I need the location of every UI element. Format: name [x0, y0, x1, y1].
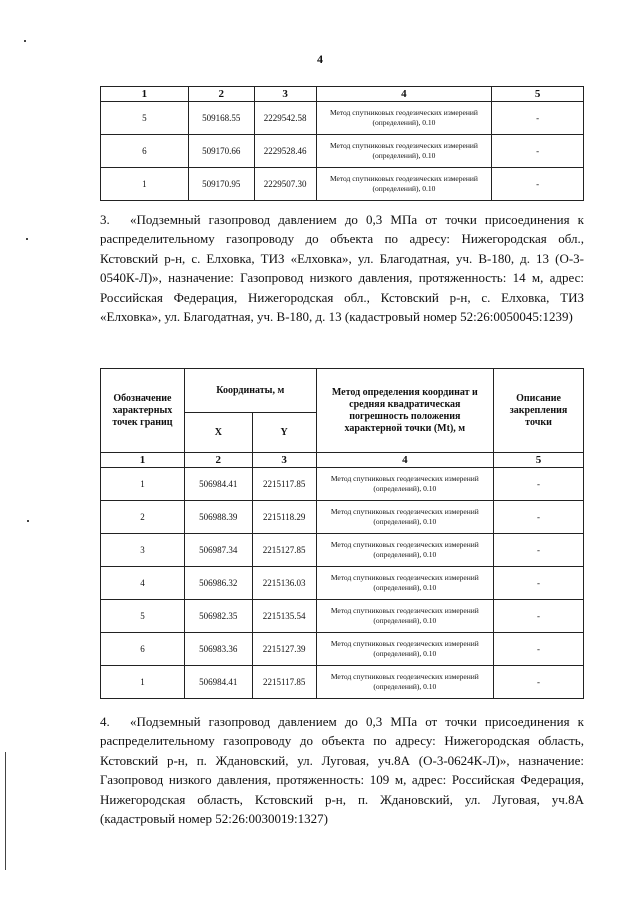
fix-cell: -	[494, 534, 584, 567]
y-cell: 2229542.58	[254, 102, 316, 135]
scan-mark	[27, 520, 29, 522]
y-cell: 2215117.85	[252, 666, 316, 699]
x-cell: 509168.55	[188, 102, 254, 135]
scan-binding-line	[5, 752, 6, 870]
point-cell: 2	[101, 501, 185, 534]
fix-header: Описание закрепления точки	[494, 369, 584, 453]
table-row	[101, 168, 584, 201]
y-cell: 2215136.03	[252, 567, 316, 600]
x-cell: 506984.41	[184, 666, 252, 699]
x-cell: 506987.34	[184, 534, 252, 567]
paragraph-number: 3.	[100, 212, 110, 227]
method-cell: Метод спутниковых геодезических измерений (определений), 0.10	[316, 666, 493, 699]
point-cell: 5	[101, 600, 185, 633]
column-number: 5	[494, 453, 584, 468]
page-number: 4	[317, 52, 323, 66]
y-header: Y	[252, 413, 316, 453]
y-cell: 2229507.30	[254, 168, 316, 201]
column-numbers-row	[101, 453, 584, 468]
table-row	[101, 633, 584, 666]
paragraph-text: «Подземный газопровод давлением до 0,3 МПа от точки присоединения к распределительному газопроводу до объекта по адресу: Нижегородская обл., Кстовский р-н, с. Елховка, ТИЗ «Елховка», ул. Благодатная, уч. В-180, д. 13 (О-3-0540К-Л)», назначение: Газопровод низкого давления, протяженность: 14 м, адрес: Российская Федерация, Нижегородская обл., Кстовский р-н, с. Елховка, ТИЗ «Елховка», ул. Благодатная, уч. В-180, д. 13 (кадастровый номер 52:26:0050045:1239)	[100, 212, 584, 325]
point-cell: 4	[101, 567, 185, 600]
method-cell: Метод спутниковых геодезических измерений (определений), 0.10	[316, 633, 493, 666]
point-cell: 6	[101, 135, 189, 168]
x-cell: 506986.32	[184, 567, 252, 600]
x-cell: 506984.41	[184, 468, 252, 501]
scan-mark	[26, 238, 28, 240]
paragraph-4	[100, 712, 584, 828]
column-number: 5	[492, 87, 584, 102]
fix-cell: -	[494, 567, 584, 600]
point-cell: 5	[101, 102, 189, 135]
fix-cell: -	[492, 168, 584, 201]
coordinates-table-1	[100, 86, 584, 201]
column-number: 4	[316, 453, 493, 468]
table-row	[101, 534, 584, 567]
coordinates-table-2	[100, 368, 584, 699]
method-cell: Метод спутниковых геодезических измерений (определений), 0.10	[316, 102, 492, 135]
point-cell: 1	[101, 168, 189, 201]
method-cell: Метод спутниковых геодезических измерений (определений), 0.10	[316, 534, 493, 567]
fix-cell: -	[492, 135, 584, 168]
y-cell: 2215135.54	[252, 600, 316, 633]
y-cell: 2215127.85	[252, 534, 316, 567]
fix-cell: -	[494, 633, 584, 666]
fix-cell: -	[494, 600, 584, 633]
x-cell: 506988.39	[184, 501, 252, 534]
y-cell: 2215118.29	[252, 501, 316, 534]
table-header-row	[101, 369, 584, 413]
method-cell: Метод спутниковых геодезических измерений (определений), 0.10	[316, 501, 493, 534]
column-number: 3	[252, 453, 316, 468]
method-cell: Метод спутниковых геодезических измерений (определений), 0.10	[316, 600, 493, 633]
table-row	[101, 135, 584, 168]
x-cell: 506983.36	[184, 633, 252, 666]
column-number: 1	[101, 453, 185, 468]
table-row	[101, 567, 584, 600]
column-number: 4	[316, 87, 492, 102]
fix-cell: -	[494, 501, 584, 534]
paragraph-text: «Подземный газопровод давлением до 0,3 МПа от точки присоединения к распределительному газопроводу до объекта по адресу: Нижегородская область, Кстовский р-н, п. Ждановский, ул. Луговая, уч.8А (О-3-0624К-Л)», назначение: Газопровод низкого давления, протяженность: 109 м, адрес: Российская Федерация, Нижегородская область, Кстовский р-н, п. Ждановский, ул. Луговая, уч.8А (кадастровый номер 52:26:0030019:1327)	[100, 714, 584, 827]
paragraph-number: 4.	[100, 714, 110, 729]
y-cell: 2215127.39	[252, 633, 316, 666]
point-header: Обозначение характерных точек границ	[101, 369, 185, 453]
table-row	[101, 501, 584, 534]
x-header: X	[184, 413, 252, 453]
column-number: 2	[184, 453, 252, 468]
paragraph-3	[100, 210, 584, 326]
fix-cell: -	[494, 666, 584, 699]
table-row	[101, 666, 584, 699]
method-cell: Метод спутниковых геодезических измерений (определений), 0.10	[316, 168, 492, 201]
column-number: 3	[254, 87, 316, 102]
point-cell: 1	[101, 468, 185, 501]
y-cell: 2229528.46	[254, 135, 316, 168]
column-number: 2	[188, 87, 254, 102]
y-cell: 2215117.85	[252, 468, 316, 501]
fix-cell: -	[494, 468, 584, 501]
x-cell: 509170.95	[188, 168, 254, 201]
fix-cell: -	[492, 102, 584, 135]
table-row	[101, 468, 584, 501]
method-cell: Метод спутниковых геодезических измерений (определений), 0.10	[316, 468, 493, 501]
point-cell: 6	[101, 633, 185, 666]
method-header: Метод определения координат и средняя квадратическая погрешность положения характерной точки (Mt), м	[316, 369, 493, 453]
column-number: 1	[101, 87, 189, 102]
table-row	[101, 102, 584, 135]
x-cell: 509170.66	[188, 135, 254, 168]
point-cell: 3	[101, 534, 185, 567]
table-row	[101, 600, 584, 633]
method-cell: Метод спутниковых геодезических измерений (определений), 0.10	[316, 567, 493, 600]
point-cell: 1	[101, 666, 185, 699]
scan-mark	[24, 40, 26, 42]
x-cell: 506982.35	[184, 600, 252, 633]
coordinates-header: Координаты, м	[184, 369, 316, 413]
column-numbers-row	[101, 87, 584, 102]
method-cell: Метод спутниковых геодезических измерений (определений), 0.10	[316, 135, 492, 168]
